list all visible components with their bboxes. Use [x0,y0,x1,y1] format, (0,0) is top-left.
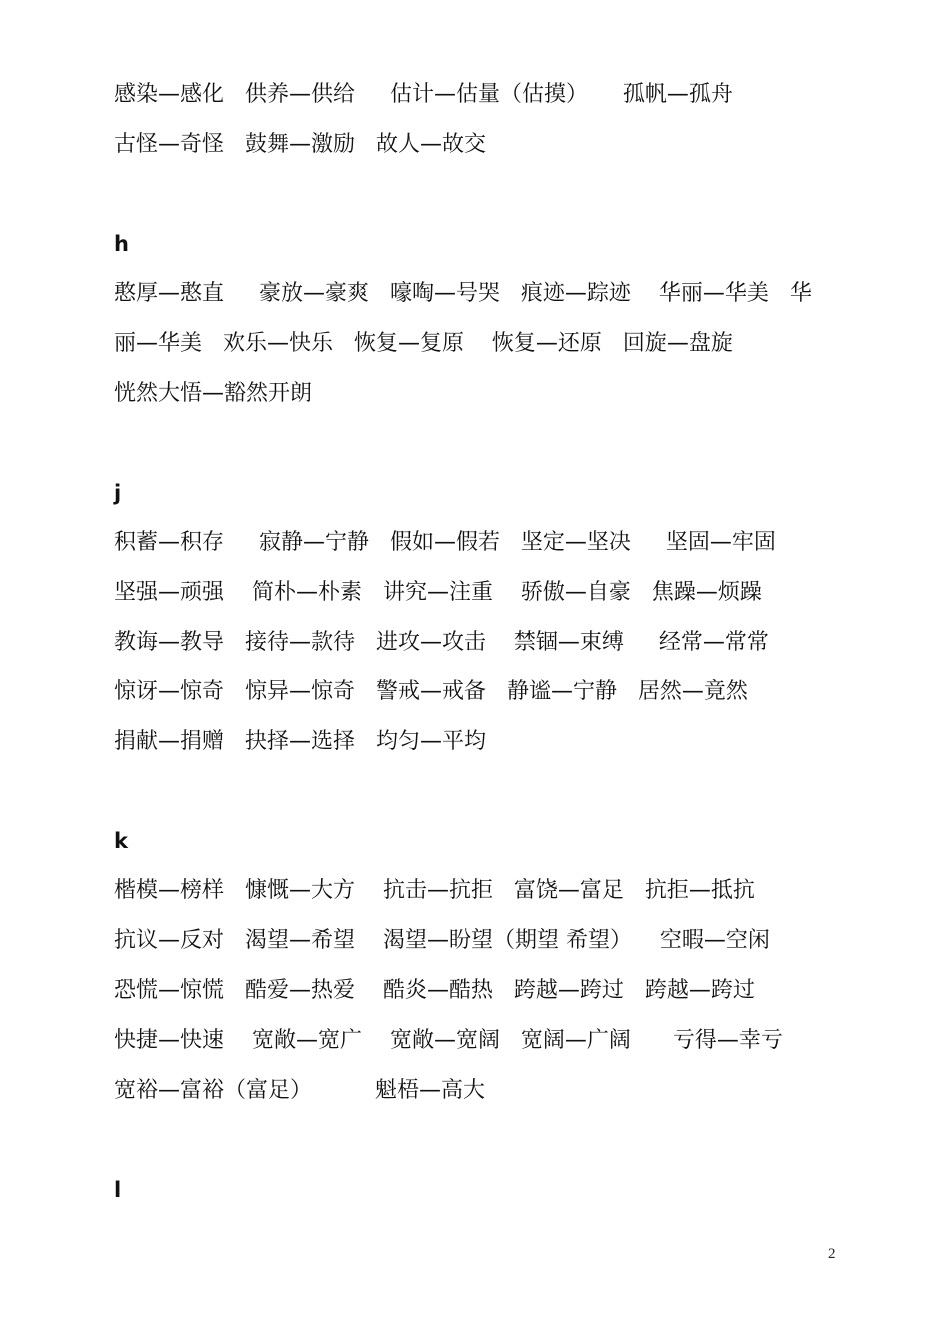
text-line: 积蓄—积存 寂静—宁静 假如—假若 坚定—坚决 坚固—牢固 [114,530,776,555]
text-line: 丽—华美 欢乐—快乐 恢复—复原 恢复—还原 回旋—盘旋 [114,331,733,356]
page-number: 2 [828,1246,836,1262]
text-line: 惊讶—惊奇 惊异—惊奇 警戒—戒备 静谧—宁静 居然—竟然 [114,679,748,704]
text-line: 古怪—奇怪 鼓舞—激励 故人—故交 [114,132,486,157]
text-line: 感染—感化 供养—供给 估计—估量（估摸） 孤帆—孤舟 [114,82,733,107]
text-line: 恐慌—惊慌 酷爱—热爱 酷炎—酷热 跨越—跨过 跨越—跨过 [114,978,755,1003]
text-line: 恍然大悟—豁然开朗 [114,381,313,406]
text-line: 快捷—快速 宽敞—宽广 宽敞—宽阔 宽阔—广阔 亏得—幸亏 [114,1028,783,1053]
text-line: 憨厚—憨直 豪放—豪爽 嚎啕—号哭 痕迹—踪迹 华丽—华美 华 [114,281,812,306]
section-heading-l: l [114,1178,122,1202]
text-line: 教诲—教导 接待—款待 进攻—攻击 禁锢—束缚 经常—常常 [114,630,769,655]
text-line: 楷模—榜样 慷慨—大方 抗击—抗拒 富饶—富足 抗拒—抵抗 [114,878,755,903]
text-line: 坚强—顽强 简朴—朴素 讲究—注重 骄傲—自豪 焦躁—烦躁 [114,580,762,605]
section-heading-h: h [114,232,129,256]
text-line: 捐献—捐赠 抉择—选择 均匀—平均 [114,729,486,754]
text-line: 宽裕—富裕（富足） 魁梧—高大 [114,1078,485,1103]
section-heading-j: j [114,481,122,505]
text-line: 抗议—反对 渴望—希望 渴望—盼望（期望 希望） 空暇—空闲 [114,928,770,953]
section-heading-k: k [114,829,128,853]
